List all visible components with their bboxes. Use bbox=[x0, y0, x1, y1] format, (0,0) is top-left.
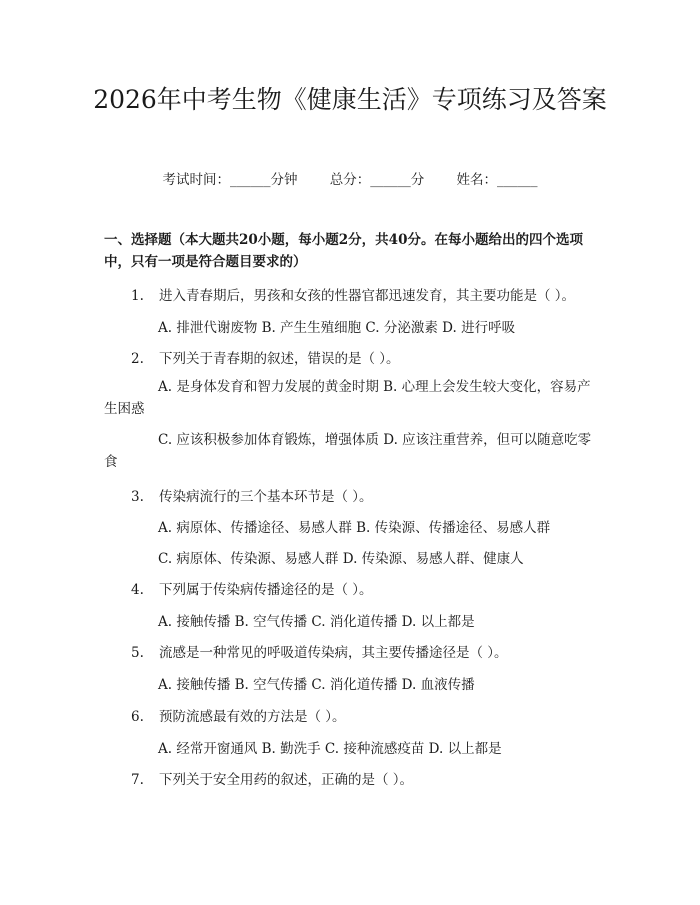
question-6-options: A. 经常开窗通风 B. 勤洗手 C. 接种流感疫苗 D. 以上都是 bbox=[158, 741, 502, 757]
question-text: 下列关于青春期的叙述，错误的是（ ）。 bbox=[159, 351, 400, 367]
question-5 bbox=[131, 641, 508, 661]
question-number: 2. bbox=[131, 351, 144, 367]
question-3 bbox=[131, 485, 373, 505]
exam-time: 考试时间：______分钟 bbox=[162, 172, 298, 188]
question-text: 传染病流行的三个基本环节是（ ）。 bbox=[159, 489, 373, 505]
question-text: 下列属于传染病传播途径的是（ ）。 bbox=[159, 582, 373, 598]
question-7 bbox=[131, 768, 413, 788]
question-1 bbox=[131, 284, 575, 304]
question-number: 3. bbox=[131, 489, 144, 505]
question-4 bbox=[131, 578, 373, 598]
question-2-options-line-2: C. 应该积极参加体育锻炼，增强体质 D. 应该注重营养，但可以随意吃零食 bbox=[104, 432, 592, 470]
question-3-options-line-2: C. 病原体、传染源、易感人群 D. 传染源、易感人群、健康人 bbox=[158, 551, 524, 567]
question-number: 4. bbox=[131, 582, 144, 598]
exam-info bbox=[0, 168, 700, 188]
question-5-options: A. 接触传播 B. 空气传播 C. 消化道传播 D. 血液传播 bbox=[158, 677, 475, 693]
question-number: 7. bbox=[131, 772, 144, 788]
question-number: 6. bbox=[131, 709, 144, 725]
question-text: 流感是一种常见的呼吸道传染病，其主要传播途径是（ ）。 bbox=[159, 645, 508, 661]
question-2-options-line-1: A. 是身体发育和智力发展的黄金时期 B. 心理上会发生较大变化，容易产生困惑 bbox=[104, 379, 591, 417]
question-1-options: A. 排泄代谢废物 B. 产生生殖细胞 C. 分泌激素 D. 进行呼吸 bbox=[158, 320, 516, 336]
question-3-options-line-1: A. 病原体、传播途径、易感人群 B. 传染源、传播途径、易感人群 bbox=[158, 520, 551, 536]
question-4-options: A. 接触传播 B. 空气传播 C. 消化道传播 D. 以上都是 bbox=[158, 614, 475, 630]
question-2 bbox=[131, 347, 400, 367]
page-title: 2026年中考生物《健康生活》专项练习及答案 bbox=[93, 85, 607, 114]
question-number: 1. bbox=[131, 288, 144, 304]
question-text: 进入青春期后，男孩和女孩的性器官都迅速发育，其主要功能是（ ）。 bbox=[159, 288, 576, 304]
question-number: 5. bbox=[131, 645, 144, 661]
section-heading: 一、选择题（本大题共20小题，每小题2分，共40分。在每小题给出的四个选项中，只有一项是符合题目要求的） bbox=[104, 232, 583, 270]
question-text: 下列关于安全用药的叙述，正确的是（ ）。 bbox=[159, 772, 414, 788]
total-score: 总分：______分 bbox=[329, 172, 425, 188]
question-6 bbox=[131, 705, 346, 725]
question-text: 预防流感最有效的方法是（ ）。 bbox=[159, 709, 346, 725]
student-name: 姓名：______ bbox=[456, 172, 538, 188]
